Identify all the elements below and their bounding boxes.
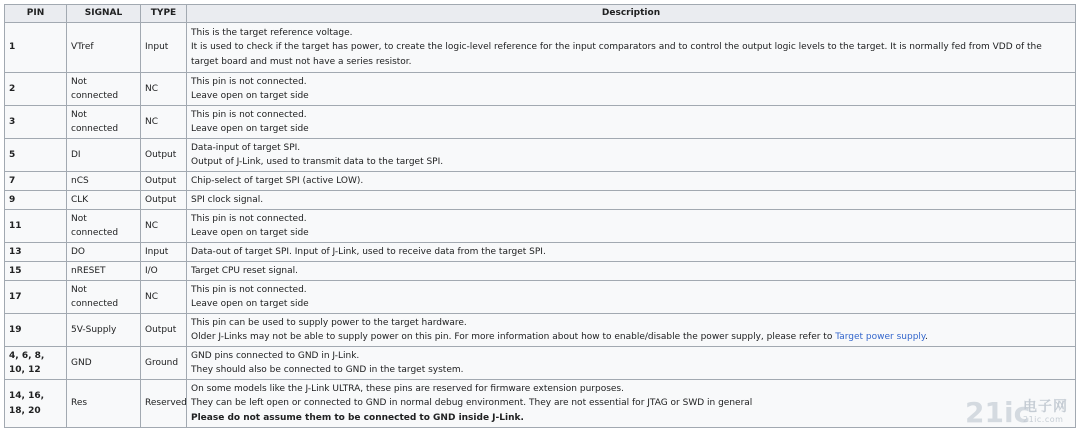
cell-description	[187, 347, 1076, 380]
cell-type: Output	[141, 139, 187, 172]
cell-pin: 13	[5, 243, 67, 262]
description-text: Older J-Links may not be able to supply power on this pin. For more information about how to enable/disable the power supply, please refer to	[191, 332, 836, 342]
description-line: Leave open on target side	[191, 228, 309, 238]
table-row	[5, 281, 1076, 314]
cell-pin: 2	[5, 73, 67, 106]
cell-type: NC	[141, 281, 187, 314]
cell-signal: Not connected	[67, 73, 141, 106]
cell-type: NC	[141, 106, 187, 139]
table-row	[5, 139, 1076, 172]
cell-description	[187, 23, 1076, 73]
cell-type: I/O	[141, 262, 187, 281]
cell-description	[187, 191, 1076, 210]
table-row	[5, 243, 1076, 262]
header-pin: PIN	[5, 5, 67, 23]
cell-type: Output	[141, 314, 187, 347]
cell-description	[187, 380, 1076, 428]
table-row	[5, 380, 1076, 428]
target-power-supply-link[interactable]: Target power supply	[835, 332, 925, 342]
cell-type: Input	[141, 243, 187, 262]
cell-description	[187, 73, 1076, 106]
description-line: They can be left open or connected to GND in normal debug environment. They are not essential for JTAG or SWD in general	[191, 398, 753, 409]
description-line: It is used to check if the target has power, to create the logic-level reference for the input comparators and to control the output logic levels to the target. It is normally fed from VDD of the target board and must not have a series resistor.	[191, 42, 1042, 67]
table-row	[5, 347, 1076, 380]
watermark-domain: 21ic.com	[1023, 415, 1064, 424]
description-line: Output of J-Link, used to transmit data to the target SPI.	[191, 157, 444, 167]
description-line: They should also be connected to GND in the target system.	[191, 365, 464, 375]
cell-pin: 1	[5, 23, 67, 73]
cell-description	[187, 172, 1076, 191]
21ic-logo-icon	[965, 395, 1031, 429]
watermark-text	[1023, 399, 1068, 425]
cell-signal: DI	[67, 139, 141, 172]
cell-signal: VTref	[67, 23, 141, 73]
table-row	[5, 23, 1076, 73]
table-row	[5, 172, 1076, 191]
cell-description	[187, 243, 1076, 262]
cell-pin: 7	[5, 172, 67, 191]
table-row	[5, 210, 1076, 243]
cell-type: NC	[141, 210, 187, 243]
description-line: This pin is not connected.	[191, 109, 307, 120]
table-row	[5, 73, 1076, 106]
cell-type: Reserved	[141, 380, 187, 428]
cell-signal: CLK	[67, 191, 141, 210]
site-watermark	[965, 390, 1068, 434]
cell-signal: Res	[67, 380, 141, 428]
description-line: SPI clock signal.	[191, 194, 264, 205]
cell-signal: DO	[67, 243, 141, 262]
logo-text: 21ic	[965, 396, 1031, 429]
description-line: Leave open on target side	[191, 124, 309, 134]
cell-pin: 9	[5, 191, 67, 210]
cell-pin: 15	[5, 262, 67, 281]
description-line: On some models like the J-Link ULTRA, these pins are reserved for firmware extension purposes.	[191, 383, 624, 394]
description-line: This is the target reference voltage.	[191, 27, 353, 38]
cell-pin: 19	[5, 314, 67, 347]
description-line: Leave open on target side	[191, 299, 309, 309]
cell-pin: 5	[5, 139, 67, 172]
cell-type: Output	[141, 172, 187, 191]
description-line: This pin is not connected.	[191, 284, 307, 295]
cell-signal: Not connected	[67, 106, 141, 139]
header-signal: SIGNAL	[67, 5, 141, 23]
table-row	[5, 191, 1076, 210]
description-line: Leave open on target side	[191, 91, 309, 101]
table-row	[5, 314, 1076, 347]
cell-description	[187, 210, 1076, 243]
table-body	[5, 23, 1076, 428]
header-type: TYPE	[141, 5, 187, 23]
cell-description	[187, 106, 1076, 139]
cell-pin: 3	[5, 106, 67, 139]
table-row	[5, 262, 1076, 281]
description-line: Target CPU reset signal.	[191, 265, 299, 276]
cell-type: NC	[141, 73, 187, 106]
description-text: .	[924, 332, 928, 342]
description-line: This pin can be used to supply power to the target hardware.	[191, 317, 467, 328]
description-line: This pin is not connected.	[191, 76, 307, 87]
description-line: GND pins connected to GND in J-Link.	[191, 350, 360, 361]
cell-pin: 14, 16, 18, 20	[5, 380, 67, 428]
description-line: Chip-select of target SPI (active LOW).	[191, 175, 364, 186]
cell-signal: nRESET	[67, 262, 141, 281]
cell-signal: GND	[67, 347, 141, 380]
table-header-row	[5, 5, 1076, 23]
cell-signal: nCS	[67, 172, 141, 191]
pinout-table	[4, 4, 1076, 428]
cell-type: Input	[141, 23, 187, 73]
description-line	[191, 330, 1071, 345]
cell-signal: 5V-Supply	[67, 314, 141, 347]
description-line: Data-out of target SPI. Input of J-Link, used to receive data from the target SPI.	[191, 246, 546, 257]
cell-pin: 11	[5, 210, 67, 243]
cell-signal: Not connected	[67, 281, 141, 314]
cell-pin: 4, 6, 8, 10, 12	[5, 347, 67, 380]
cell-description	[187, 314, 1076, 347]
description-warning: Please do not assume them to be connected to GND inside J-Link.	[191, 412, 524, 423]
cell-type: Ground	[141, 347, 187, 380]
watermark-title: 电子网	[1023, 399, 1068, 415]
table-row	[5, 106, 1076, 139]
description-line: Data-input of target SPI.	[191, 142, 301, 153]
header-description: Description	[187, 5, 1076, 23]
cell-type: Output	[141, 191, 187, 210]
cell-description	[187, 262, 1076, 281]
cell-signal: Not connected	[67, 210, 141, 243]
cell-description	[187, 139, 1076, 172]
cell-description	[187, 281, 1076, 314]
cell-pin: 17	[5, 281, 67, 314]
description-line: This pin is not connected.	[191, 213, 307, 224]
